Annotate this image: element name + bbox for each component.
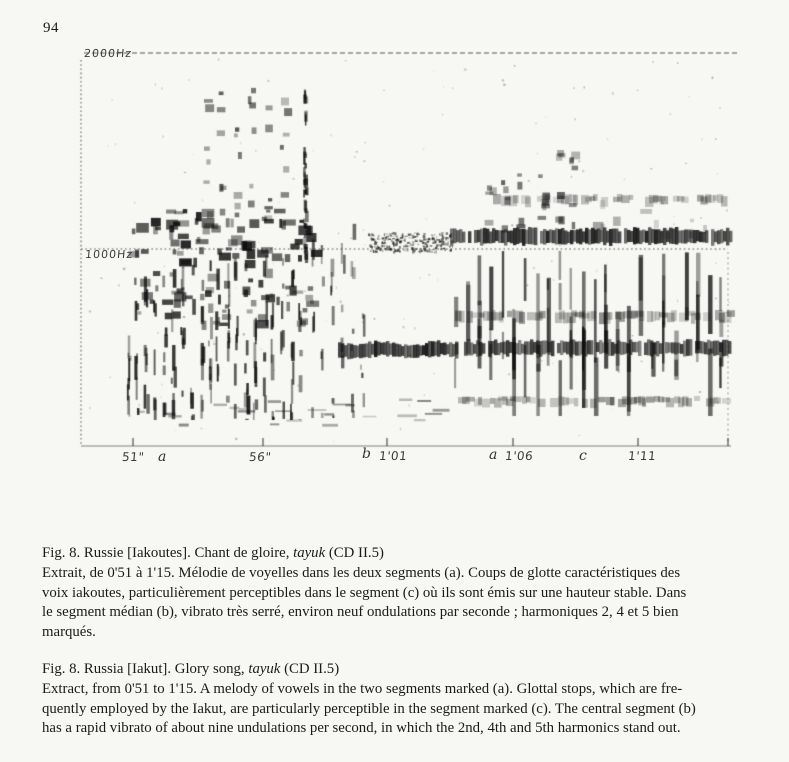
caption-french-line: Extrait, de 0'51 à 1'15. Mélodie de voyelles dans les deux segments (a). Coups de glotte caractéristiques des xyxy=(42,565,681,581)
page-number: 94 xyxy=(43,20,59,36)
time-tick-56s: 56" xyxy=(248,450,273,464)
segment-label-a2: a xyxy=(489,447,498,463)
caption-french-title-prefix: Fig. 8. Russie [Iakoutes]. Chant de gloire, xyxy=(42,545,294,561)
caption-french-line: marqués. xyxy=(42,623,96,640)
segment-label-a1: a xyxy=(158,449,167,465)
time-tick-1m06: 1'06 xyxy=(504,449,534,463)
segment-label-b: b xyxy=(362,446,371,462)
time-tick-1m01: 1'01 xyxy=(378,449,408,463)
caption-french-line: voix iakoutes, particulièrement perceptibles dans le segment (c) où ils sont émis sur une hauteur stable. Dans xyxy=(42,584,687,601)
caption-english-line: quently employed by the Iakut, are particularly perceptible in the segment marked (c). The central segment (b) xyxy=(42,700,696,717)
caption-french-title xyxy=(42,544,762,564)
caption-english-title-italic: tayuk xyxy=(248,661,281,677)
caption-french-line: le segment médian (b), vibrato très serré, environ neuf ondulations par seconde ; harmoniques 2, 4 et 5 bien xyxy=(42,604,679,620)
caption-french-title-italic: tayuk xyxy=(293,545,326,561)
caption-english-title-prefix: Fig. 8. Russia [Iakut]. Glory song, xyxy=(42,661,249,677)
caption-french xyxy=(42,544,762,642)
time-tick-1m11: 1'11 xyxy=(627,449,657,463)
caption-english-line: has a rapid vibrato of about nine undulations per second, in which the 2nd, 4th and 5th harmonics stand out. xyxy=(42,720,681,736)
freq-label-2000hz: 2000Hz xyxy=(83,47,133,60)
freq-label-1000hz: 1000Hz xyxy=(84,248,134,261)
caption-english-title-suffix: (CD II.5) xyxy=(280,661,340,677)
caption-english xyxy=(42,660,762,739)
spectrogram-canvas xyxy=(78,42,750,454)
segment-label-c: c xyxy=(579,448,587,464)
time-tick-51s: 51" xyxy=(121,450,146,464)
caption-french-title-suffix: (CD II.5) xyxy=(325,545,384,561)
caption-english-title xyxy=(42,660,762,680)
caption-english-line: Extract, from 0'51 to 1'15. A melody of vowels in the two segments marked (a). Glottal stops, which are fre- xyxy=(42,681,683,697)
